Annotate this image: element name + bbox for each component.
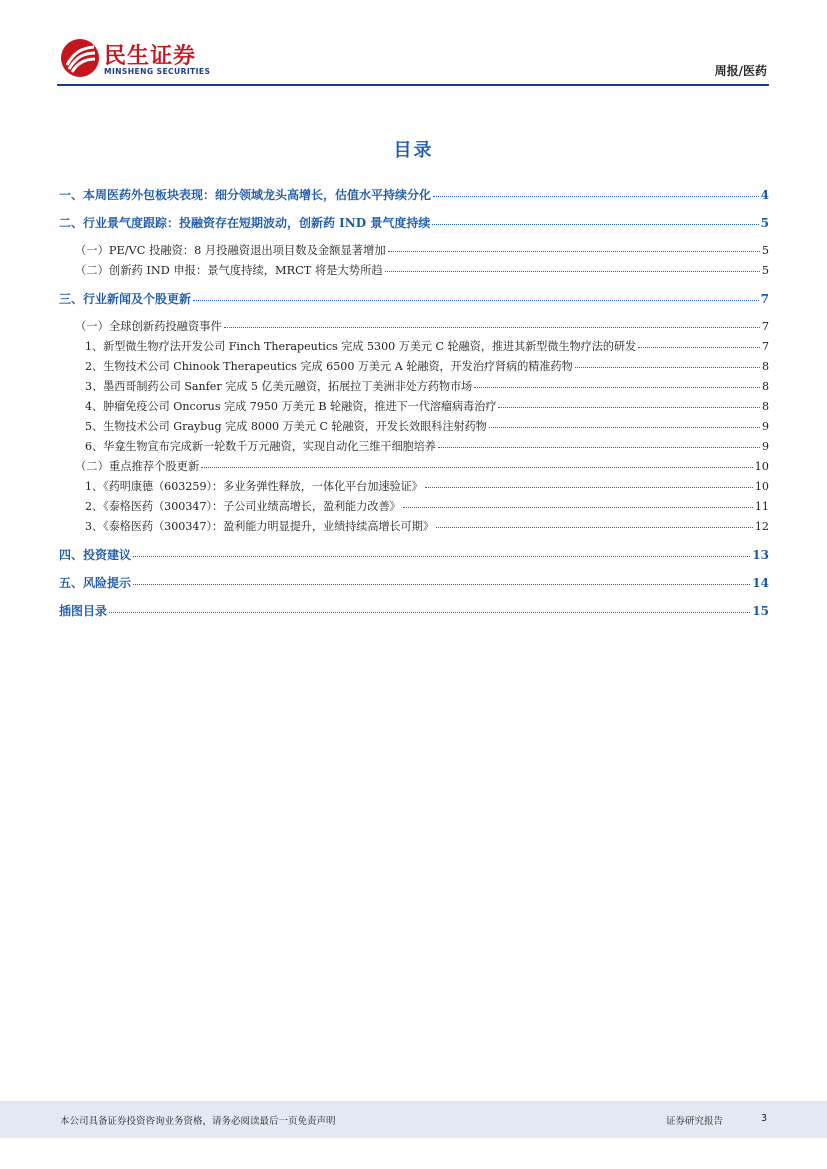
toc-entry[interactable] bbox=[59, 214, 769, 232]
toc-entry-page: 9 bbox=[761, 440, 769, 453]
report-category: 周报/医药 bbox=[714, 64, 767, 78]
toc-entry[interactable] bbox=[59, 574, 769, 592]
toc-entry-page: 4 bbox=[760, 188, 769, 202]
minsheng-logo-icon bbox=[60, 38, 100, 78]
toc-entry-page: 7 bbox=[761, 340, 769, 353]
toc-entry-title: （二）重点推荐个股更新 bbox=[75, 460, 200, 473]
toc-entry-page: 5 bbox=[761, 264, 769, 277]
toc-entry-title: （二）创新药 IND 申报：景气度持续，MRCT 将是大势所趋 bbox=[75, 264, 383, 277]
toc-entry[interactable] bbox=[59, 498, 769, 516]
toc-entry-page: 10 bbox=[754, 460, 769, 473]
toc-dot-leader bbox=[638, 338, 760, 348]
toc-entry-page: 7 bbox=[761, 320, 769, 333]
toc-entry-title: 1、《药明康德（603259）：多业务弹性释放，一体化平台加速验证》 bbox=[85, 480, 423, 493]
toc-entry-page: 5 bbox=[760, 216, 769, 230]
toc-entry-page: 8 bbox=[761, 400, 769, 413]
logo-chinese-name: 民生证券 bbox=[104, 44, 197, 69]
toc-entry-title: 五、风险提示 bbox=[59, 576, 132, 590]
toc-dot-leader bbox=[432, 215, 758, 225]
toc-entry-title: 3、墨西哥制药公司 Sanfer 完成 5 亿美元融资，拓展拉丁美洲非处方药物市场 bbox=[85, 380, 473, 393]
toc-entry-page: 14 bbox=[752, 576, 769, 590]
toc-entry[interactable] bbox=[59, 186, 769, 204]
toc-dot-leader bbox=[133, 575, 750, 585]
toc-entry-title: 4、肿瘤免疫公司 Oncorus 完成 7950 万美元 B 轮融资，推进下一代溶瘤病毒治疗 bbox=[85, 400, 497, 413]
toc-entry-title: （一）PE/VC 投融资：8 月投融资退出项目数及金额显著增加 bbox=[75, 244, 386, 257]
toc-entry-title: 2、《泰格医药（300347）：子公司业绩高增长，盈利能力改善》 bbox=[85, 500, 401, 513]
toc-entry-page: 7 bbox=[760, 292, 769, 306]
toc-entry[interactable] bbox=[59, 358, 769, 376]
toc-entry-page: 10 bbox=[754, 480, 769, 493]
toc-dot-leader bbox=[385, 262, 760, 272]
header-divider bbox=[57, 84, 769, 86]
toc-entry-title: 6、华龛生物宣布完成新一轮数千万元融资，实现自动化三维干细胞培养 bbox=[85, 440, 436, 453]
toc-dot-leader bbox=[474, 378, 760, 388]
toc-dot-leader bbox=[109, 603, 750, 613]
toc-entry[interactable] bbox=[59, 290, 769, 308]
company-logo bbox=[60, 38, 260, 82]
toc-entry[interactable] bbox=[59, 338, 769, 356]
toc-dot-leader bbox=[201, 458, 752, 468]
toc-dot-leader bbox=[433, 187, 759, 197]
toc-entry-title: 3、《泰格医药（300347）：盈利能力明显提升，业绩持续高增长可期》 bbox=[85, 520, 434, 533]
toc-dot-leader bbox=[436, 518, 753, 528]
page-header bbox=[0, 0, 827, 88]
page-footer bbox=[0, 1101, 827, 1138]
toc-dot-leader bbox=[575, 358, 760, 368]
toc-entry[interactable] bbox=[59, 478, 769, 496]
toc-entry[interactable] bbox=[59, 546, 769, 564]
toc-entry[interactable] bbox=[59, 378, 769, 396]
toc-entry-page: 8 bbox=[761, 380, 769, 393]
toc-dot-leader bbox=[489, 418, 760, 428]
toc-entry[interactable] bbox=[59, 398, 769, 416]
toc-dot-leader bbox=[425, 478, 753, 488]
toc-dot-leader bbox=[438, 438, 760, 448]
toc-entry-page: 11 bbox=[754, 500, 769, 513]
toc-entry-page: 8 bbox=[761, 360, 769, 373]
toc-entry-title: 四、投资建议 bbox=[59, 548, 132, 562]
toc-dot-leader bbox=[403, 498, 753, 508]
toc-dot-leader bbox=[133, 547, 750, 557]
toc-dot-leader bbox=[388, 242, 760, 252]
toc-entry[interactable] bbox=[59, 602, 769, 620]
toc-entry[interactable] bbox=[59, 262, 769, 280]
toc-entry-page: 12 bbox=[754, 520, 769, 533]
toc-entry-page: 5 bbox=[761, 244, 769, 257]
footer-disclaimer: 本公司具备证券投资咨询业务资格，请务必阅读最后一页免责声明 bbox=[60, 1116, 336, 1127]
logo-english-name: MINSHENG SECURITIES bbox=[104, 67, 211, 76]
toc-entry[interactable] bbox=[59, 518, 769, 536]
toc-entry-page: 13 bbox=[752, 548, 769, 562]
toc-entry[interactable] bbox=[59, 438, 769, 456]
toc-entry-page: 9 bbox=[761, 420, 769, 433]
toc-entry-title: 1、新型微生物疗法开发公司 Finch Therapeutics 完成 5300 万美元 C 轮融资，推进其新型微生物疗法的研发 bbox=[85, 340, 637, 353]
page-number: 3 bbox=[760, 1113, 767, 1124]
toc-dot-leader bbox=[498, 398, 760, 408]
footer-report-type: 证券研究报告 bbox=[665, 1116, 723, 1127]
toc-dot-leader bbox=[193, 291, 759, 301]
toc-entry[interactable] bbox=[59, 418, 769, 436]
toc-title: 目录 bbox=[393, 140, 434, 161]
toc-dot-leader bbox=[224, 318, 760, 328]
toc-entry-title: 一、本周医药外包板块表现：细分领域龙头高增长，估值水平持续分化 bbox=[59, 188, 432, 202]
toc-entry-title: （一）全球创新药投融资事件 bbox=[75, 320, 222, 333]
toc-entry[interactable] bbox=[59, 242, 769, 260]
toc-entry-title: 5、生物技术公司 Graybug 完成 8000 万美元 C 轮融资，开发长效眼科注射药物 bbox=[85, 420, 487, 433]
toc-entry-title: 二、行业景气度跟踪：投融资存在短期波动，创新药 IND 景气度持续 bbox=[59, 216, 431, 230]
toc-entry-title: 插图目录 bbox=[59, 604, 108, 618]
toc-entry[interactable] bbox=[59, 318, 769, 336]
toc-entry[interactable] bbox=[59, 458, 769, 476]
toc-entry-title: 2、生物技术公司 Chinook Therapeutics 完成 6500 万美元 A 轮融资，开发治疗肾病的精准药物 bbox=[85, 360, 573, 373]
toc-entry-page: 15 bbox=[752, 604, 769, 618]
toc-entry-title: 三、行业新闻及个股更新 bbox=[59, 292, 192, 306]
